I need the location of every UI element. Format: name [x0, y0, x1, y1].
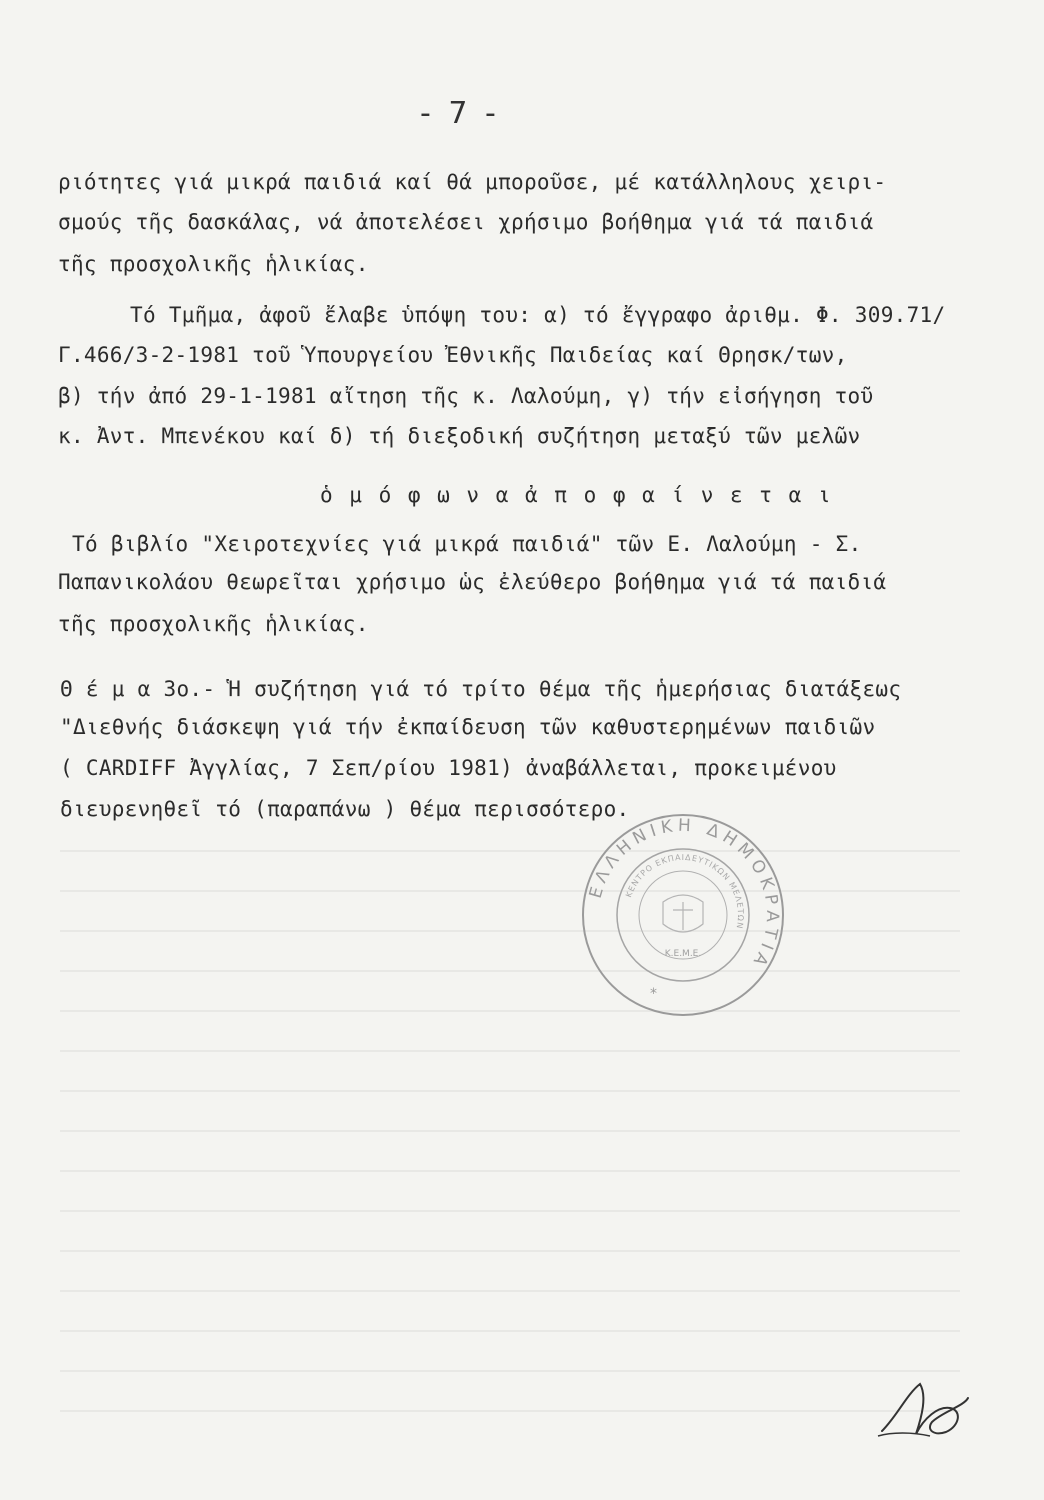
text-line: Γ.466/3-2-1981 τοῦ Ὑπουργείου Ἐθνικῆς Παιδείας καί Θρησκ/των, [58, 343, 848, 367]
text-line: Τό Τμῆμα, ἀφοῦ ἔλαβε ὑπόψη του: α) τό ἔγγραφο ἀριθμ. Φ. 309.71/ [130, 303, 946, 327]
text-line: Τό βιβλίο "Χειροτεχνίες γιά μικρά παιδιά" τῶν Ε. Λαλούμη - Σ. [72, 532, 862, 556]
signature-icon [872, 1376, 972, 1446]
svg-text:*: * [650, 986, 657, 1002]
text-line: β) τήν ἀπό 29-1-1981 αἴτηση τῆς κ. Λαλούμη, γ) τήν εἰσήγηση τοῦ [58, 384, 874, 408]
text-line: τῆς προσχολικῆς ἡλικίας. [58, 252, 369, 276]
text-line: ( CARDIFF Ἀγγλίας, 7 Σεπ/ρίου 1981) ἀναβάλλεται, προκειμένου [60, 756, 837, 780]
decision-heading: ὁ μ ό φ ω ν α ἀ π ο φ α ί ν ε τ α ι [320, 483, 833, 507]
text-line: διευρενηθεῖ τό (παραπάνω ) θέμα περισσότερο. [60, 797, 630, 821]
text-line: "Διεθνής διάσκεψη γιά τήν ἐκπαίδευση τῶν καθυστερημένων παιδιῶν [60, 715, 876, 739]
text-line: Παπανικολάου θεωρεῖται χρήσιμο ὡς ἐλεύθερο βοήθημα γιά τά παιδιά [58, 570, 887, 594]
official-stamp-icon [578, 810, 788, 1020]
text-line: κ. Ἀντ. Μπενέκου καί δ) τή διεξοδική συζήτηση μεταξύ τῶν μελῶν [58, 424, 861, 448]
text-line: τῆς προσχολικῆς ἡλικίας. [58, 612, 369, 636]
topic-line: Θ έ μ α 3ο.- Ἡ συζήτηση γιά τό τρίτο θέμα τῆς ἡμερήσιας διατάξεως [60, 677, 902, 701]
text-line: σμούς τῆς δασκάλας, νά ἀποτελέσει χρήσιμο βοήθημα γιά τά παιδιά [58, 210, 874, 234]
page-number: - 7 - [420, 96, 500, 131]
svg-text:ΕΛΛΗΝΙΚΗ ΔΗΜΟΚΡΑΤΙΑ: ΕΛΛΗΝΙΚΗ ΔΗΜΟΚΡΑΤΙΑ [585, 815, 783, 974]
text-line: ριότητες γιά μικρά παιδιά καί θά μποροῦσε, μέ κατάλληλους χειρι- [58, 170, 887, 194]
svg-text:Κ.Ε.Μ.Ε.: Κ.Ε.Μ.Ε. [664, 949, 702, 959]
bleed-through-text [60, 850, 960, 1450]
svg-text:ΚΕΝΤΡΟ ΕΚΠΑΙΔΕΥΤΙΚΩΝ ΜΕΛΕΤΩΝ: ΚΕΝΤΡΟ ΕΚΠΑΙΔΕΥΤΙΚΩΝ ΜΕΛΕΤΩΝ [624, 852, 746, 931]
